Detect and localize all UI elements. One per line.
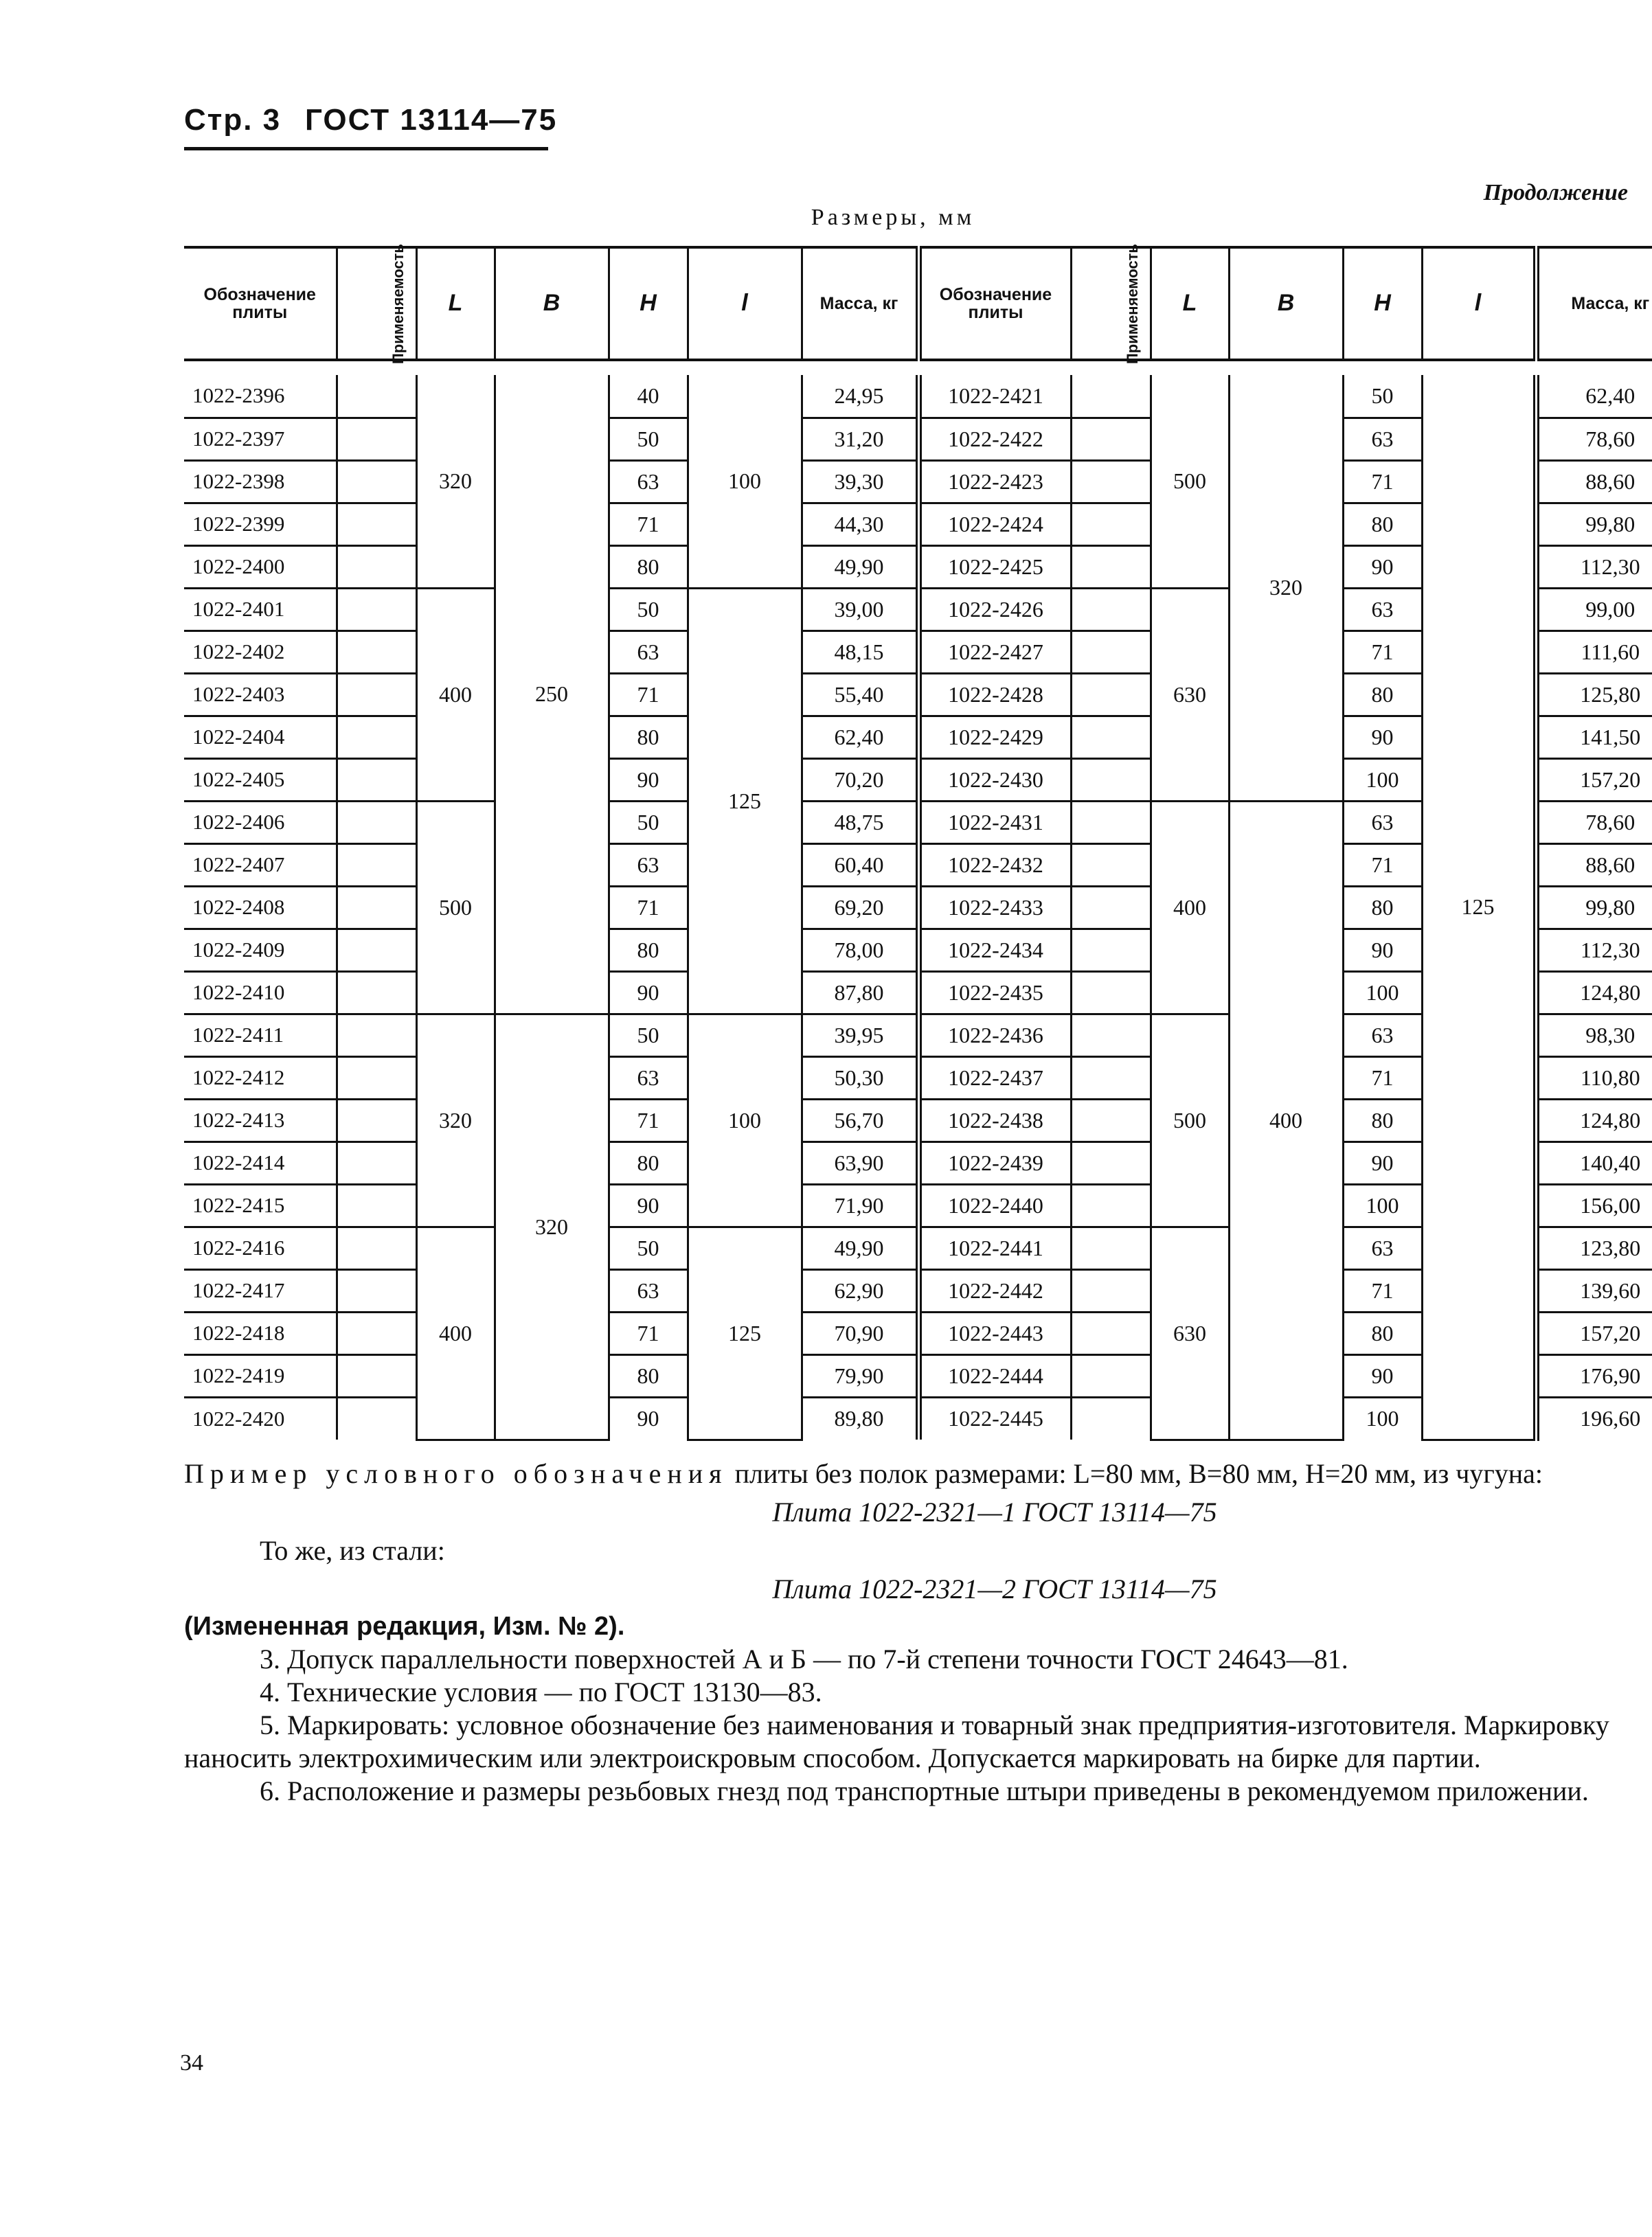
height-cell: 90 bbox=[1343, 1354, 1422, 1397]
slot-length-cell: 125 bbox=[688, 588, 802, 1014]
designation-cell: 1022-2429 bbox=[918, 716, 1071, 758]
amendment-note: (Измененная редакция, Изм. № 2). bbox=[184, 1612, 625, 1641]
page-number: 34 bbox=[180, 2050, 203, 2076]
continuation-label: Продолжение bbox=[1483, 180, 1628, 205]
example-paragraph bbox=[184, 1457, 1627, 1490]
applicability-cell bbox=[1071, 1014, 1151, 1056]
example-title: Пример условного обозначения bbox=[184, 1458, 728, 1489]
designation-cell: 1022-2410 bbox=[184, 971, 337, 1014]
height-cell: 71 bbox=[609, 503, 688, 545]
applicability-cell bbox=[1071, 1142, 1151, 1184]
applicability-cell bbox=[337, 418, 416, 460]
applicability-cell bbox=[337, 1312, 416, 1354]
mass-cell: 24,95 bbox=[802, 375, 918, 418]
designation-cell: 1022-2412 bbox=[184, 1056, 337, 1099]
col-L-2: L bbox=[1151, 247, 1229, 360]
height-cell: 63 bbox=[1343, 588, 1422, 631]
height-cell: 71 bbox=[1343, 1269, 1422, 1312]
item-6: 6. Расположение и размеры резьбовых гнезд под транспортные штыри приведены в рекомендуемом приложении. bbox=[260, 1775, 1589, 1806]
length-cell: 320 bbox=[416, 375, 495, 588]
page-label: Стр. 3 bbox=[184, 103, 282, 137]
length-cell: 320 bbox=[416, 1014, 495, 1227]
dimensions-table bbox=[184, 243, 1652, 1441]
height-cell: 63 bbox=[609, 843, 688, 886]
table-caption: Размеры, мм bbox=[811, 205, 975, 230]
mass-cell: 70,90 bbox=[802, 1312, 918, 1354]
col-B: B bbox=[495, 247, 609, 360]
height-cell: 100 bbox=[1343, 1184, 1422, 1227]
mass-cell: 88,60 bbox=[1536, 843, 1652, 886]
applicability-cell bbox=[337, 503, 416, 545]
designation-cell: 1022-2424 bbox=[918, 503, 1071, 545]
height-cell: 71 bbox=[609, 1099, 688, 1142]
mass-cell: 49,90 bbox=[802, 1227, 918, 1269]
height-cell: 80 bbox=[1343, 1312, 1422, 1354]
height-cell: 80 bbox=[609, 1354, 688, 1397]
standard-number: ГОСТ 13114—75 bbox=[305, 103, 558, 137]
applicability-cell bbox=[337, 588, 416, 631]
designation-cell: 1022-2420 bbox=[192, 1406, 285, 1431]
col-designation-2: Обозначение плиты bbox=[918, 247, 1071, 360]
height-cell: 100 bbox=[1343, 971, 1422, 1014]
slot-length-cell: 100 bbox=[688, 375, 802, 588]
mass-cell: 140,40 bbox=[1536, 1142, 1652, 1184]
length-cell: 400 bbox=[416, 1227, 495, 1440]
length-cell: 630 bbox=[1151, 588, 1229, 801]
designation-cell: 1022-2415 bbox=[184, 1184, 337, 1227]
designation-cell: 1022-2407 bbox=[184, 843, 337, 886]
height-cell: 71 bbox=[1343, 1056, 1422, 1099]
designation-cell: 1022-2399 bbox=[184, 503, 337, 545]
mass-cell: 79,90 bbox=[802, 1354, 918, 1397]
applicability-cell bbox=[337, 1354, 416, 1397]
same-steel: То же, из стали: bbox=[260, 1535, 445, 1566]
applicability-cell bbox=[1071, 886, 1151, 929]
height-cell: 90 bbox=[1343, 716, 1422, 758]
applicability-cell bbox=[337, 1397, 416, 1440]
mass-cell: 123,80 bbox=[1536, 1227, 1652, 1269]
designation-cell: 1022-2439 bbox=[918, 1142, 1071, 1184]
mass-cell: 56,70 bbox=[802, 1099, 918, 1142]
table-body bbox=[184, 360, 1652, 1440]
designation-cell: 1022-2433 bbox=[918, 886, 1071, 929]
mass-cell: 139,60 bbox=[1536, 1269, 1652, 1312]
applicability-cell bbox=[337, 971, 416, 1014]
mass-cell: 62,40 bbox=[1536, 375, 1652, 418]
mass-cell: 89,80 bbox=[802, 1397, 918, 1440]
applicability-cell bbox=[337, 1269, 416, 1312]
mass-cell: 71,90 bbox=[802, 1184, 918, 1227]
applicability-cell bbox=[1071, 375, 1151, 418]
height-cell: 80 bbox=[609, 716, 688, 758]
applicability-cell bbox=[1071, 1269, 1151, 1312]
mass-cell: 156,00 bbox=[1536, 1184, 1652, 1227]
designation-cell: 1022-2442 bbox=[918, 1269, 1071, 1312]
applicability-cell bbox=[1071, 673, 1151, 716]
mass-cell: 124,80 bbox=[1536, 1099, 1652, 1142]
mass-cell: 87,80 bbox=[802, 971, 918, 1014]
length-cell: 630 bbox=[1151, 1227, 1229, 1440]
applicability-cell bbox=[1071, 716, 1151, 758]
width-cell: 320 bbox=[1229, 375, 1343, 801]
mass-cell: 99,00 bbox=[1536, 588, 1652, 631]
applicability-cell bbox=[1071, 758, 1151, 801]
designation-cell: 1022-2443 bbox=[918, 1312, 1071, 1354]
col-applicability bbox=[337, 243, 416, 364]
length-cell: 500 bbox=[416, 801, 495, 1014]
col-applicability-2 bbox=[1071, 243, 1151, 364]
applicability-cell bbox=[337, 1014, 416, 1056]
designation-cell: 1022-2400 bbox=[184, 545, 337, 588]
width-cell: 400 bbox=[1229, 801, 1343, 1440]
height-cell: 50 bbox=[609, 1014, 688, 1056]
designation-cell: 1022-2416 bbox=[184, 1227, 337, 1269]
designation-cell: 1022-2418 bbox=[184, 1312, 337, 1354]
applicability-cell bbox=[1071, 1397, 1151, 1440]
designation-cell: 1022-2403 bbox=[184, 673, 337, 716]
designation-cell: 1022-2441 bbox=[918, 1227, 1071, 1269]
mass-cell: 176,90 bbox=[1536, 1354, 1652, 1397]
mass-cell: 39,30 bbox=[802, 460, 918, 503]
height-cell: 71 bbox=[1343, 843, 1422, 886]
designation-cell: 1022-2405 bbox=[184, 758, 337, 801]
mass-cell: 78,60 bbox=[1536, 418, 1652, 460]
height-cell: 80 bbox=[1343, 503, 1422, 545]
height-cell: 63 bbox=[609, 1269, 688, 1312]
designation-cell: 1022-2411 bbox=[184, 1014, 337, 1056]
applicability-cell bbox=[337, 1184, 416, 1227]
applicability-cell bbox=[337, 716, 416, 758]
designation-cell: 1022-2423 bbox=[918, 460, 1071, 503]
mass-cell: 49,90 bbox=[802, 545, 918, 588]
designation-cell: 1022-2422 bbox=[918, 418, 1071, 460]
designation-cell: 1022-2409 bbox=[184, 929, 337, 971]
item-5: 5. Маркировать: условное обозначение без наименования и товарный знак предприятия-изготовителя. Маркировку наносить электрохимическим или электроискровым способом. Допускается маркировать на бирке для партии. bbox=[184, 1709, 1609, 1773]
col-l: l bbox=[688, 247, 802, 360]
designation-cell: 1022-2430 bbox=[918, 758, 1071, 801]
mass-cell: 62,90 bbox=[802, 1269, 918, 1312]
mass-cell: 110,80 bbox=[1536, 1056, 1652, 1099]
applicability-cell bbox=[337, 1142, 416, 1184]
height-cell: 50 bbox=[609, 418, 688, 460]
designation-cell: 1022-2437 bbox=[918, 1056, 1071, 1099]
height-cell: 90 bbox=[1343, 1142, 1422, 1184]
applicability-cell bbox=[337, 801, 416, 843]
height-cell: 50 bbox=[1343, 375, 1422, 418]
width-cell: 320 bbox=[495, 1014, 609, 1440]
col-H-2: H bbox=[1343, 247, 1422, 360]
height-cell: 63 bbox=[1343, 1014, 1422, 1056]
length-cell: 500 bbox=[1151, 1014, 1229, 1227]
designation-cell: 1022-2421 bbox=[918, 375, 1071, 418]
applicability-cell bbox=[1071, 971, 1151, 1014]
item-4: 4. Технические условия — по ГОСТ 13130—83. bbox=[260, 1676, 822, 1707]
designation-cell: 1022-2431 bbox=[918, 801, 1071, 843]
applicability-cell bbox=[1071, 418, 1151, 460]
mass-cell: 99,80 bbox=[1536, 886, 1652, 929]
applicability-cell bbox=[1071, 929, 1151, 971]
applicability-cell bbox=[1071, 588, 1151, 631]
height-cell: 63 bbox=[609, 460, 688, 503]
height-cell: 80 bbox=[1343, 886, 1422, 929]
col-l-2: l bbox=[1422, 247, 1536, 360]
height-cell: 71 bbox=[1343, 631, 1422, 673]
height-cell: 90 bbox=[609, 1397, 688, 1440]
mass-cell: 78,00 bbox=[802, 929, 918, 971]
mass-cell: 50,30 bbox=[802, 1056, 918, 1099]
slot-length-cell: 100 bbox=[688, 1014, 802, 1227]
height-cell: 63 bbox=[1343, 801, 1422, 843]
height-cell: 80 bbox=[1343, 673, 1422, 716]
height-cell: 63 bbox=[609, 1056, 688, 1099]
height-cell: 80 bbox=[1343, 1099, 1422, 1142]
height-cell: 71 bbox=[1343, 460, 1422, 503]
height-cell: 80 bbox=[609, 545, 688, 588]
table-row bbox=[184, 375, 1652, 418]
col-L: L bbox=[416, 247, 495, 360]
designation-cell: 1022-2428 bbox=[918, 673, 1071, 716]
mass-cell: 157,20 bbox=[1536, 1312, 1652, 1354]
designation-cell: 1022-2413 bbox=[184, 1099, 337, 1142]
running-head bbox=[184, 103, 558, 150]
applicability-cell bbox=[1071, 460, 1151, 503]
col-mass: Масса, кг bbox=[802, 247, 918, 360]
mass-cell: 70,20 bbox=[802, 758, 918, 801]
applicability-cell bbox=[337, 1099, 416, 1142]
designation-cell: 1022-2397 bbox=[184, 418, 337, 460]
applicability-cell bbox=[1071, 801, 1151, 843]
height-cell: 63 bbox=[609, 631, 688, 673]
designation-cell: 1022-2444 bbox=[918, 1354, 1071, 1397]
mass-cell: 157,20 bbox=[1536, 758, 1652, 801]
col-applicability-label: Применяемость bbox=[389, 243, 407, 364]
designation-cell: 1022-2398 bbox=[184, 460, 337, 503]
mass-cell: 78,60 bbox=[1536, 801, 1652, 843]
designation-cell: 1022-2406 bbox=[184, 801, 337, 843]
applicability-cell bbox=[1071, 1184, 1151, 1227]
designation-cell: 1022-2402 bbox=[184, 631, 337, 673]
designation-cell: 1022-2426 bbox=[918, 588, 1071, 631]
mass-cell: 39,95 bbox=[802, 1014, 918, 1056]
designation-cell: 1022-2427 bbox=[918, 631, 1071, 673]
designation-cell: 1022-2414 bbox=[184, 1142, 337, 1184]
applicability-cell bbox=[337, 1056, 416, 1099]
mass-cell: 112,30 bbox=[1536, 929, 1652, 971]
width-cell: 250 bbox=[495, 375, 609, 1014]
height-cell: 90 bbox=[1343, 545, 1422, 588]
mass-cell: 125,80 bbox=[1536, 673, 1652, 716]
mass-cell: 88,60 bbox=[1536, 460, 1652, 503]
designation-cell: 1022-2435 bbox=[918, 971, 1071, 1014]
applicability-cell bbox=[337, 673, 416, 716]
applicability-cell bbox=[1071, 1354, 1151, 1397]
designation-cell: 1022-2432 bbox=[918, 843, 1071, 886]
applicability-cell bbox=[1071, 1056, 1151, 1099]
applicability-cell bbox=[337, 631, 416, 673]
mass-cell: 44,30 bbox=[802, 503, 918, 545]
designation-cell: 1022-2425 bbox=[918, 545, 1071, 588]
designation-cell: 1022-2396 bbox=[184, 375, 337, 418]
height-cell: 50 bbox=[609, 1227, 688, 1269]
table-header-row bbox=[184, 247, 1652, 360]
designation-cell: 1022-2401 bbox=[184, 588, 337, 631]
height-cell: 50 bbox=[609, 801, 688, 843]
applicability-cell bbox=[1071, 503, 1151, 545]
height-cell: 80 bbox=[609, 1142, 688, 1184]
designation-cell: 1022-2419 bbox=[184, 1354, 337, 1397]
mass-cell: 60,40 bbox=[802, 843, 918, 886]
mass-cell: 141,50 bbox=[1536, 716, 1652, 758]
height-cell: 63 bbox=[1343, 418, 1422, 460]
applicability-cell bbox=[337, 375, 416, 418]
formula-cast-iron: Плита 1022-2321—1 ГОСТ 13114—75 bbox=[772, 1497, 1217, 1528]
formula-steel: Плита 1022-2321—2 ГОСТ 13114—75 bbox=[772, 1574, 1217, 1604]
mass-cell: 99,80 bbox=[1536, 503, 1652, 545]
applicability-cell bbox=[337, 886, 416, 929]
height-cell: 100 bbox=[1343, 1397, 1422, 1440]
applicability-cell bbox=[1071, 843, 1151, 886]
applicability-cell bbox=[337, 758, 416, 801]
applicability-cell bbox=[1071, 545, 1151, 588]
slot-length-cell: 125 bbox=[1422, 375, 1536, 1440]
height-cell: 71 bbox=[609, 886, 688, 929]
applicability-cell bbox=[337, 929, 416, 971]
col-H: H bbox=[609, 247, 688, 360]
applicability-cell bbox=[337, 545, 416, 588]
example-rest: плиты без полок размерами: L=80 мм, B=80 мм, H=20 мм, из чугуна: bbox=[734, 1458, 1543, 1489]
body-text bbox=[184, 1457, 1627, 1808]
mass-cell: 69,20 bbox=[802, 886, 918, 929]
col-designation: Обозначение плиты bbox=[184, 247, 337, 360]
mass-cell: 62,40 bbox=[802, 716, 918, 758]
mass-cell: 196,60 bbox=[1536, 1397, 1652, 1440]
mass-cell: 31,20 bbox=[802, 418, 918, 460]
applicability-cell bbox=[1071, 631, 1151, 673]
applicability-cell bbox=[337, 843, 416, 886]
designation-cell: 1022-2436 bbox=[918, 1014, 1071, 1056]
height-cell: 100 bbox=[1343, 758, 1422, 801]
designation-cell: 1022-2438 bbox=[918, 1099, 1071, 1142]
slot-length-cell: 125 bbox=[688, 1227, 802, 1440]
applicability-cell bbox=[337, 460, 416, 503]
mass-cell: 55,40 bbox=[802, 673, 918, 716]
height-cell: 71 bbox=[609, 1312, 688, 1354]
applicability-cell bbox=[1071, 1312, 1151, 1354]
height-cell: 90 bbox=[609, 1184, 688, 1227]
applicability-cell bbox=[1071, 1227, 1151, 1269]
designation-cell: 1022-2417 bbox=[184, 1269, 337, 1312]
mass-cell: 124,80 bbox=[1536, 971, 1652, 1014]
designation-cell: 1022-2434 bbox=[918, 929, 1071, 971]
mass-cell: 112,30 bbox=[1536, 545, 1652, 588]
height-cell: 80 bbox=[609, 929, 688, 971]
mass-cell: 39,00 bbox=[802, 588, 918, 631]
applicability-cell bbox=[1071, 1099, 1151, 1142]
height-cell: 50 bbox=[609, 588, 688, 631]
height-cell: 71 bbox=[609, 673, 688, 716]
length-cell: 400 bbox=[416, 588, 495, 801]
height-cell: 90 bbox=[609, 758, 688, 801]
height-cell: 90 bbox=[1343, 929, 1422, 971]
height-cell: 63 bbox=[1343, 1227, 1422, 1269]
mass-cell: 98,30 bbox=[1536, 1014, 1652, 1056]
designation-cell: 1022-2408 bbox=[184, 886, 337, 929]
mass-cell: 63,90 bbox=[802, 1142, 918, 1184]
col-applicability-label-2: Применяемость bbox=[1123, 243, 1141, 364]
item-3: 3. Допуск параллельности поверхностей А и Б — по 7-й степени точности ГОСТ 24643—81. bbox=[260, 1643, 1348, 1674]
mass-cell: 111,60 bbox=[1536, 631, 1652, 673]
length-cell: 400 bbox=[1151, 801, 1229, 1014]
col-B-2: B bbox=[1229, 247, 1343, 360]
applicability-cell bbox=[337, 1227, 416, 1269]
designation-cell: 1022-2404 bbox=[184, 716, 337, 758]
height-cell: 90 bbox=[609, 971, 688, 1014]
mass-cell: 48,75 bbox=[802, 801, 918, 843]
height-cell: 40 bbox=[609, 375, 688, 418]
designation-cell: 1022-2440 bbox=[918, 1184, 1071, 1227]
mass-cell: 48,15 bbox=[802, 631, 918, 673]
col-mass-2: Масса, кг bbox=[1536, 247, 1652, 360]
designation-cell: 1022-2445 bbox=[918, 1397, 1071, 1440]
length-cell: 500 bbox=[1151, 375, 1229, 588]
